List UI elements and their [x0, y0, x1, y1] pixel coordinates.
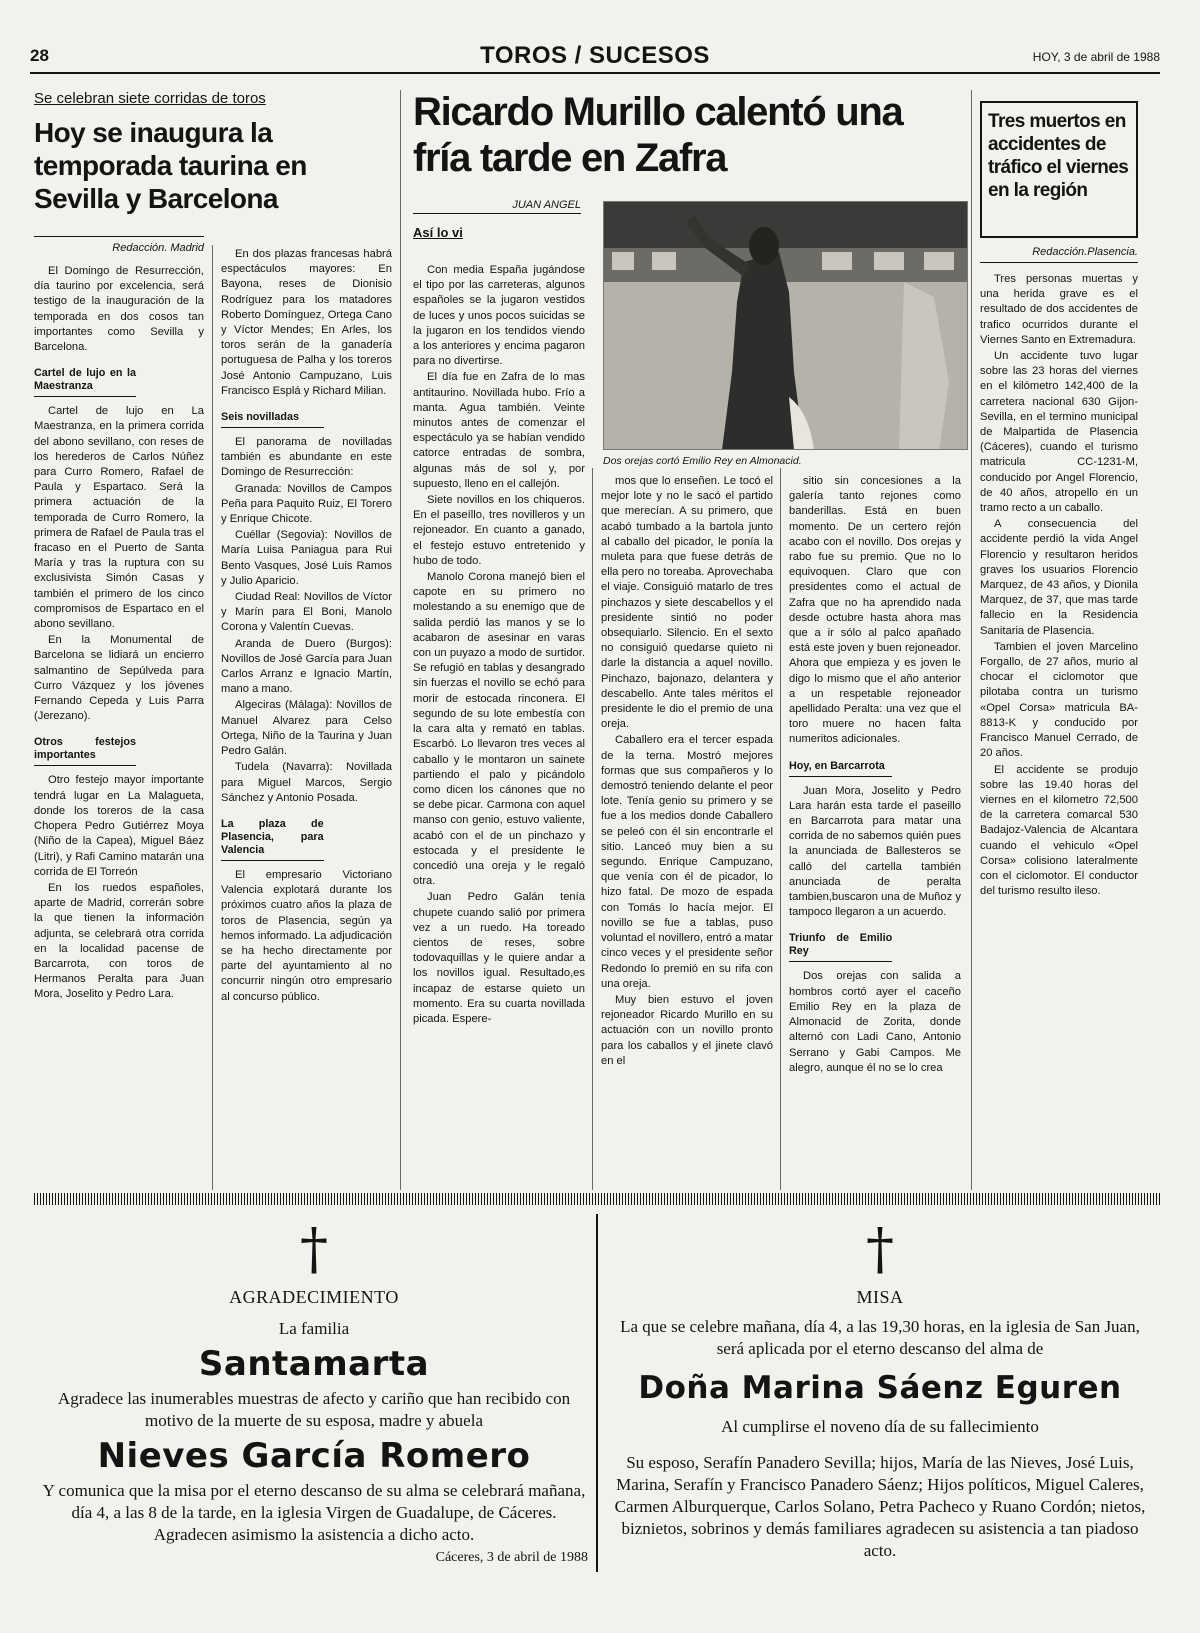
masthead-rule [30, 72, 1160, 74]
left-paragraph: Aranda de Duero (Burgos): Novillos de José García para Juan Carlos Arranz e Ignacio Martín, mano a mano. [221, 637, 393, 696]
left-paragraph: El empresario Victoriano Valencia explotará durante los próximos cuatro años la plaza de toros de Plasencia, según ya hemos informado. La adjudicación se ha hecho directamente por parte del ayuntamiento al no concurrir ningún otro empresario al concurso público. [221, 868, 392, 1003]
left-credit-rule [34, 236, 204, 237]
obituary-place-date: Cáceres, 3 de abril de 1988 [435, 1550, 588, 1565]
left-headline: Hoy se inaugura la temporada taurina en Sevilla y Barcelona [34, 117, 307, 214]
obituary-text: Agradece las inumerables muestras de afecto y cariño que han recibido con motivo de la muerte de su esposa, madre y abuela [57, 1389, 571, 1430]
obituary-family-line: La familia [278, 1319, 350, 1338]
left-paragraph: En dos plazas francesas habrá espectáculos mayores: En Bayona, reses de Dionisio Rodríguez para los matadores Roberto Domínguez, Ortega Cano y Víctor Mendes; En Arles, los toros serán de la ganadería portuguesa de Palha y los toreros José Antonio Campuzano, Luis Francisco Esplá y Richard Milian. [221, 248, 392, 397]
right-paragraph: El accidente se produjo sobre las 19.40 horas del viernes en el kilometro 72,500 de la carretera comarcal 530 Badajoz-Valencia de Alcantara cuando el vehiculo «Opel Corsa» colisiono lateralmente con el ciclomotor. El conductor del turismo resulto ileso. [980, 763, 1138, 898]
obituary-deceased-name: Doña Marina Sáenz Eguren [638, 1370, 1122, 1406]
center-column-3 [789, 474, 961, 1077]
center-paragraph: Manolo Corona manejó bien el capote en su primero no molestando a su enemigo que de salida perdió las manos y se lo acabaron de asesinar en varas con un puyazo a modo de surtidor. Se refugió en tablas y desangrado sin fuerzas el novillo se echó para morir de estocada rinconera. El segundo de su lote embestía con la cara alta y remató en tablas. Escarbó. Lo llevaron tres veces al caballo y le montaron un sainete partiendo el palo y picándolo como dicen los cánones que no se debe picar. Carmona con aquel manso con genio, estuvo valiente, acabó con el de un pinchazo y estocada y el presidente le concedió una oreja y le regaló otra. [413, 571, 585, 888]
left-paragraph: En la Monumental de Barcelona se lidiará un encierro salmantino de Sepúlveda para Curro Vázquez y los jóvenes Fernando Cepeda y Luis Parra (Jerezano). [34, 634, 204, 723]
left-paragraph: Otro festejo mayor importante tendrá lugar en La Malagueta, donde los toreros de la casa Chopera Pedro Gutiérrez Moya (Niño de la Capea), Miguel Báez (Litri), y Rafi Camino matarán una corrida de El Torreón [34, 774, 204, 878]
left-paragraph: Granada: Novillos de Campos Peña para Paquito Ruiz, El Torero y Enrique Chicote. [221, 482, 392, 526]
center-subhead-emilio-rey: Triunfo de Emilio Rey [789, 932, 892, 962]
page-number: 28 [30, 46, 49, 65]
center-column-2 [601, 474, 773, 1070]
issue-date: HOY, 3 de abril de 1988 [1032, 50, 1160, 64]
center-paragraph: El día fue en Zafra de lo mas antitaurino. Novillada hubo. Frío a manta. Agua también. Veinte minutos antes de comenzar el espectáculo ya se habían vendido catorce entradas de sombra, algunas más de sol y, por supuesto, lleno en el callejón. [413, 371, 585, 490]
byline-rule [413, 213, 581, 214]
obituary-agradecimiento [40, 1217, 588, 1566]
right-headline: Tres muertos en accidentes de tráfico el viernes en la región [988, 111, 1129, 201]
left-kicker: Se celebran siete corridas de toros [34, 90, 266, 107]
center-paragraph: mos que lo enseñen. Le tocó el mejor lote y no le sacó el partido que merecían. A su primero, que acabó tumbado a la bartola junto al caballo del picador, le ponía la muleta para que fuese detrás de ella pero no toreaba. Aprovechaba el viaje. Consiguió matarlo de tres pinchazos y siete descabellos y el presidente sintió no poder obsequiarlo. Silencio. En el sexto no consiguió quedarse quieto ni darle la distancia a aquel novillo. Pinchazo, bajonazo, delantera y descabello. Ante tales méritos el presidente le dio el premio de una oreja. [601, 475, 773, 731]
right-credit: Redacción.Plasencia. [1032, 246, 1138, 258]
obituary-text: La que se celebre mañana, día 4, a las 19,30 horas, en la iglesia de San Juan, será aplicada por el eterno descanso del alma de [620, 1317, 1140, 1358]
separator-stripes [34, 1193, 1160, 1205]
column-rule [212, 245, 213, 1190]
obituary-misa [606, 1217, 1154, 1562]
photo-caption: Dos orejas cortó Emilio Rey en Almonacid. [603, 455, 802, 467]
column-rule [592, 468, 593, 1190]
right-column [980, 272, 1138, 900]
left-paragraph: Ciudad Real: Novillos de Víctor y Marín para El Boni, Manolo Corona y Valentín Cuevas. [221, 591, 392, 634]
column-rule [971, 90, 972, 1190]
left-paragraph: El panorama de novilladas también es abundante en este Domingo de Resurrección: [221, 436, 392, 479]
center-column-1 [413, 263, 585, 1028]
obituary-deceased-name: Nieves García Romero [97, 1436, 531, 1476]
left-column-1 [34, 264, 204, 1004]
left-paragraph: Cuéllar (Segovia): Novillos de María Luisa Paniagua para Rui Bento Vasques, José Luis Ramos y Julio Aparicio. [221, 529, 392, 587]
center-paragraph: Caballero era el tercer espada de la terna. Mostró mejores formas que sus compañeros y lo demostró teniendo delante el peor lote. Tenía genio su primero y se fue a los medios donde Caballero se peleó con él sin encontrarle el sitio. Lanceó muy bien a su segundo. Enrique Campuzano, que venía con él de picador, lo hizo fatal. De mozo de espada con Tomás lo hacía mejor. El novillo se fue a tablas, puso voluntad el novillero, entró a matar cinco veces y el presidente señor Redondo lo premió en su rifa con una oreja. [601, 734, 773, 990]
right-paragraph: Un accidente tuvo lugar sobre las 23 horas del viernes en el kilómetro 142,400 de la carretera nacional 630 Gijon-Sevilla, en el termino municipal de Malpartida de Plasencia (Cáceres), cuando el turismo matricula CC-1231-M, conducido por Angel Florencio, de 40 años, atropello en un tramo recto a un caballo. [980, 350, 1138, 515]
right-paragraph: A consecuencia del accidente perdió la vida Angel Florencio y resultaron heridos graves los usuarios Florencio Marquez, de 43 años, y Dionila Marquez, de 37, que mas tarde fallecio en la Residencia Sanitaria de Plasencia. [980, 518, 1138, 637]
left-paragraph: En los ruedos españoles, aparte de Madrid, correrán sobre la que tienen la información adjunta, se celebrará otra corrida en la localidad pacense de Barcarrota, con toros de Hermanos Peralta para Juan Mora, Joselito y Pedro Lara. [34, 881, 204, 1001]
obituary-text: Y comunica que la misa por el eterno descanso de su alma se celebrará mañana, día 4, a las 8 de la tarde, en la iglesia Virgen de Guadalupe, de Cáceres. Agradecen asimismo la asistencia a dicho acto. [42, 1481, 586, 1544]
left-subhead-plasencia: La plaza de Plasencia, para Valencia [221, 818, 324, 861]
right-headline-box [980, 101, 1138, 238]
left-subhead-festejos: Otros festejos importantes [34, 736, 136, 766]
masthead [30, 42, 1160, 72]
obituary-heading: AGRADECIMIENTO [229, 1287, 399, 1307]
center-headline: Ricardo Murillo calentó una fría tarde en Zafra [413, 90, 903, 180]
column-rule [780, 468, 781, 1190]
obituary-family-name: Santamarta [198, 1344, 430, 1384]
obituary-divider [596, 1214, 598, 1572]
right-paragraph: Tres personas muertas y una herida grave es el resultado de dos accidentes de trafico ocurridos durante el Viernes Santo en Extremadura. [980, 273, 1138, 346]
obituary-text: Su esposo, Serafín Panadero Sevilla; hijos, María de las Nieves, José Luis, Marina, Serafín y Francisco Panadero Sáenz; Hijos políticos, Miguel Caleres, Carmen Alburquerque, Carlos Solano, Petra Pacheco y Ruano Cordón; nietos, biznietos, sobrinos y demás familiares agradecen su asistencia a tan piadoso acto. [614, 1453, 1146, 1560]
left-credit: Redacción. Madrid [112, 242, 204, 254]
left-subhead-maestranza: Cartel de lujo en la Maestranza [34, 367, 136, 397]
photo-emilio-rey [603, 201, 968, 450]
right-credit-rule [980, 262, 1138, 263]
right-paragraph: Tambien el joven Marcelino Forgallo, de 27 años, murio al chocar el ciclomotor que pilotaba contra un turismo «Opel Corsa» matricula BA-8813-K y conducido por Francisco Manuel Cerrado, de 20 años. [980, 640, 1138, 760]
center-paragraph: Dos orejas con salida a hombros cortó ayer el caceño Emilio Rey en la plaza de Almonacid de Zorita, donde alternó con Ladi Cano, Antonio Serrano y Gabi Campos. Me alegro, aunque él no se lo crea [789, 970, 961, 1074]
center-paragraph: Juan Mora, Joselito y Pedro Lara harán esta tarde el paseillo en Barcarrota para matar una corrida de no sabemos quién pues la anunciada de Ballesteros se calló del cartella también anunciada de peralta tambien,buscaron una de Muñoz y tampoco llegaron a un acuerdo. [789, 784, 961, 919]
obituary-text: Al cumplirse el noveno día de su fallecimiento [721, 1417, 1039, 1436]
center-paragraph: Muy bien estuvo el joven rejoneador Ricardo Murillo en su actuación con un novillo pronto para los caballos y el jinete clavó en el [601, 993, 773, 1067]
center-paragraph: Siete novillos en los chiqueros. En el paseíllo, tres novilleros y un rejoneador. En cuanto a ganado, el festejo estuvo entretenido y hubo de todo. [413, 494, 585, 567]
center-paragraph: Con media España jugándose el tipo por las carreteras, algunos españoles se la jugaron vestidos de luces y unos pocos suicidas se la jugaron en los tendidos viendo a los anteriores y encima pagaron para no divertirse. [413, 264, 585, 368]
center-byline: JUAN ANGEL [512, 199, 581, 211]
left-paragraph: El Domingo de Resurrección, día taurino por excelencia, será testigo de la inauguración de la temporada en dos cosos tan importantes como Sevilla y Barcelona. [34, 265, 204, 354]
obituary-heading: MISA [856, 1287, 904, 1307]
center-paragraph: Juan Pedro Galán tenía chupete cuando salió por primera vez a un ruedo. Ha toreado cientos de reses, sobre todovaquillas y le quiere andar a los novillos igual. Resultado,es incapaz de estarse quieto un momento. Era su cuarta novillada picada. Espere- [413, 891, 585, 1025]
center-label: Así lo vi [413, 225, 463, 240]
cross-icon: † [300, 1217, 328, 1282]
left-paragraph: Cartel de lujo en La Maestranza, en la primera corrida del abono sevillano, con reses de los herederos de Carlos Núñez para Curro Romero, Rafael de Paula y Espartaco. Será la primera actuación de la temporada de Curro Romero, la primera de Rafael de Paula tras el fracaso en el Puerto de Santa María y tras la ruptura con su exclusivista Simón Casas y también el primero de los cinco compromisos de Espartaco en el abono sevillano. [34, 405, 204, 631]
center-paragraph: sitio sin concesiones a la galería tanto rejones como banderillas. Está en buen momento. De un certero rejón acabo con el novillo. Dos orejas y rabo fue su premio. Que no lo equivoquen. Claro que con presidentes como el actual de Zafra que no ha aprendido nada desde octubre hasta ahora mas que a ir sólo al palco apañado está este joven y buen rejoneador. Ahora que empieza y es joven le digo lo mismo que el año anterior a un respetable rejoneador apellidado Peralta: una vez que el toro muere no hacen falta numeritos adicionales. [789, 475, 961, 746]
center-subhead-barcarrota: Hoy, en Barcarrota [789, 760, 892, 777]
cross-icon: † [866, 1217, 894, 1282]
left-subhead-novilladas: Seis novilladas [221, 411, 324, 428]
photo-illustration [604, 202, 968, 450]
left-paragraph: Tudela (Navarra): Novillada para Miguel Marcos, Sergio Sánchez y Antonio Posada. [221, 761, 392, 804]
column-rule [400, 90, 401, 1190]
left-column-2 [221, 247, 392, 1006]
section-title: TOROS / SUCESOS [480, 42, 710, 69]
left-paragraph: Algeciras (Málaga): Novillos de Manuel Alvarez para Celso Ortega, Niño de la Taurina y Juan Pedro Galán. [221, 699, 392, 758]
